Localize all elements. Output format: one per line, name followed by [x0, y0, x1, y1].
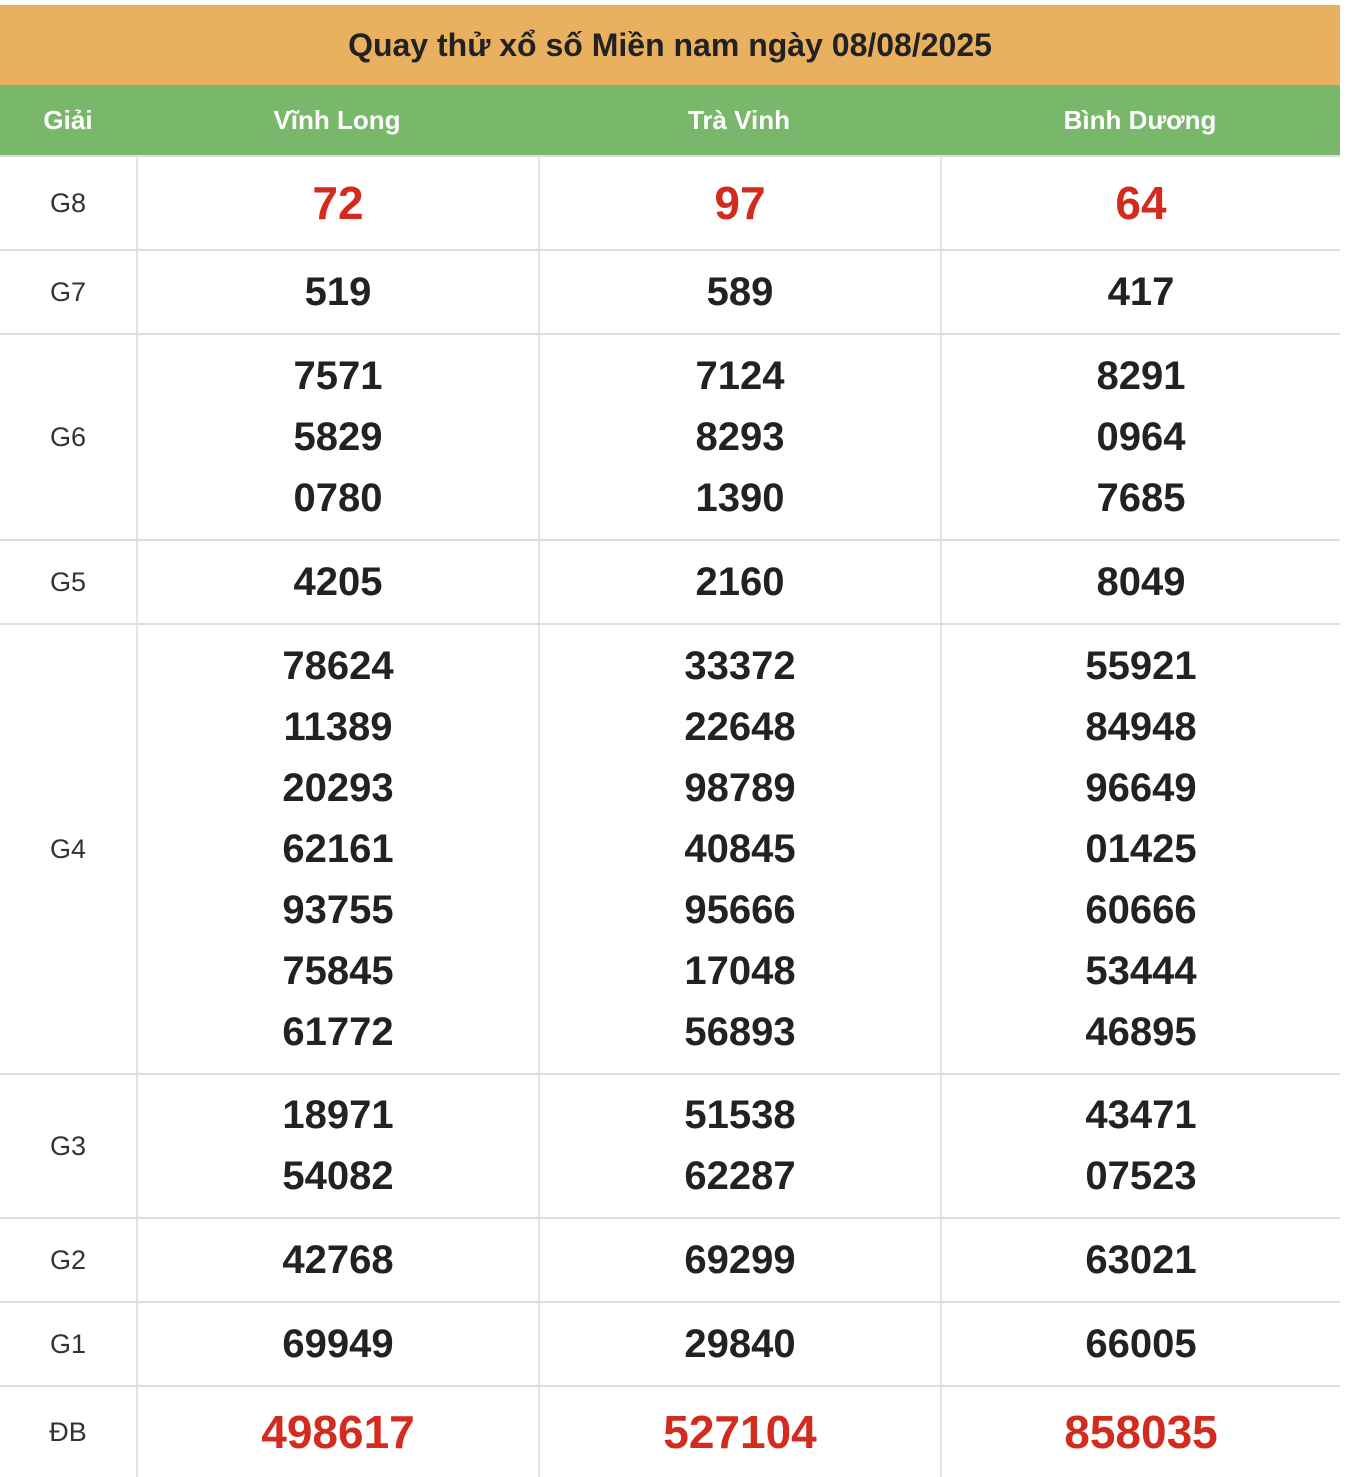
- prize-row: [0, 251, 1340, 335]
- header-province-2: Trà Vinh: [687, 104, 791, 135]
- result-number: 93755: [282, 887, 394, 932]
- result-number: 4205: [293, 559, 383, 604]
- prize-row: [0, 1303, 1340, 1387]
- result-number: 0780: [293, 475, 383, 520]
- prize-row: [0, 541, 1340, 625]
- result-cell: [538, 1075, 940, 1217]
- prize-label-cell: [0, 157, 136, 249]
- prize-row: [0, 1387, 1340, 1477]
- result-number: 33372: [684, 643, 796, 688]
- result-number: 69949: [282, 1321, 394, 1366]
- result-cell: [136, 251, 538, 333]
- result-number: 46895: [1085, 1009, 1197, 1054]
- result-number: 01425: [1085, 826, 1197, 871]
- prize-label-cell: [0, 541, 136, 623]
- result-cell: [538, 335, 940, 539]
- result-number: 61772: [282, 1009, 394, 1054]
- prize-label: G3: [49, 1130, 87, 1161]
- result-cell: [940, 541, 1340, 623]
- result-number: 7571: [293, 353, 383, 398]
- result-number: 8291: [1096, 353, 1186, 398]
- result-number: 519: [304, 269, 372, 314]
- result-number: 66005: [1085, 1321, 1197, 1366]
- prize-label: G2: [49, 1244, 87, 1275]
- prize-row: [0, 1219, 1340, 1303]
- result-number: 62161: [282, 826, 394, 871]
- results-table: [0, 5, 1340, 1477]
- result-cell: [940, 1303, 1340, 1385]
- result-number: 11389: [283, 704, 393, 749]
- result-number: 17048: [684, 948, 796, 993]
- result-cell: [136, 1387, 538, 1477]
- result-number: 95666: [684, 887, 796, 932]
- result-cell: [940, 1387, 1340, 1477]
- prize-row: [0, 1075, 1340, 1219]
- prize-label: ĐB: [49, 1416, 87, 1447]
- result-number: 96649: [1085, 765, 1197, 810]
- result-number: 8293: [695, 414, 785, 459]
- result-number: 60666: [1085, 887, 1197, 932]
- result-cell: [538, 1303, 940, 1385]
- result-cell: [136, 625, 538, 1073]
- result-cell: [940, 251, 1340, 333]
- result-number: 62287: [684, 1154, 796, 1198]
- result-number: 64: [1115, 176, 1167, 229]
- result-number: 22648: [684, 704, 796, 749]
- result-number: 527104: [663, 1405, 817, 1458]
- result-number: 63021: [1085, 1237, 1197, 1282]
- result-number: 1390: [695, 475, 785, 520]
- prize-label: G6: [49, 421, 87, 452]
- result-number: 7685: [1096, 475, 1186, 520]
- header-province-3: Bình Dương: [1063, 104, 1217, 135]
- result-cell: [538, 625, 940, 1073]
- header-row: [0, 85, 1340, 157]
- result-cell: [538, 1219, 940, 1301]
- result-number: 0964: [1096, 414, 1186, 459]
- prize-row: [0, 157, 1340, 251]
- result-number: 43471: [1085, 1093, 1197, 1137]
- result-number: 72: [312, 176, 364, 229]
- result-cell: [136, 541, 538, 623]
- result-number: 2160: [695, 559, 785, 604]
- result-number: 498617: [261, 1405, 415, 1458]
- result-number: 51538: [684, 1093, 796, 1137]
- table-title: Quay thử xổ số Miền nam ngày 08/08/2025: [0, 5, 1340, 85]
- prize-label-cell: [0, 335, 136, 539]
- result-number: 97: [714, 176, 766, 229]
- result-number: 29840: [684, 1321, 796, 1366]
- result-number: 07523: [1085, 1154, 1197, 1198]
- result-number: 20293: [282, 765, 394, 810]
- result-number: 8049: [1096, 559, 1186, 604]
- result-number: 7124: [695, 353, 785, 398]
- prize-label-cell: [0, 1387, 136, 1477]
- prize-label: G1: [49, 1328, 87, 1359]
- result-cell: [940, 1219, 1340, 1301]
- prize-label: G7: [49, 276, 87, 307]
- result-number: 78624: [282, 643, 394, 688]
- result-cell: [940, 1075, 1340, 1217]
- prize-row: [0, 625, 1340, 1075]
- result-number: 18971: [282, 1093, 394, 1137]
- result-cell: [538, 251, 940, 333]
- prize-label-cell: [0, 625, 136, 1073]
- result-number: 53444: [1085, 948, 1197, 993]
- header-province-1: Vĩnh Long: [273, 104, 401, 135]
- table-body: [0, 157, 1340, 1477]
- result-number: 98789: [684, 765, 796, 810]
- result-number: 75845: [282, 948, 394, 993]
- result-cell: [136, 1219, 538, 1301]
- result-number: 589: [706, 269, 774, 314]
- result-number: 69299: [684, 1237, 796, 1282]
- prize-label-cell: [0, 1075, 136, 1217]
- prize-label-cell: [0, 1219, 136, 1301]
- result-number: 417: [1107, 269, 1175, 314]
- result-number: 54082: [282, 1154, 394, 1198]
- prize-label: G4: [49, 833, 87, 864]
- prize-label: G5: [49, 566, 87, 597]
- result-cell: [136, 157, 538, 249]
- result-cell: [940, 157, 1340, 249]
- result-cell: [136, 335, 538, 539]
- result-cell: [136, 1303, 538, 1385]
- prize-row: [0, 335, 1340, 541]
- result-cell: [940, 335, 1340, 539]
- result-cell: [538, 541, 940, 623]
- result-cell: [940, 625, 1340, 1073]
- result-number: 5829: [293, 414, 383, 459]
- result-number: 55921: [1085, 643, 1197, 688]
- header-prize: Giải: [43, 104, 93, 135]
- prize-label-cell: [0, 251, 136, 333]
- result-cell: [538, 157, 940, 249]
- prize-label: G8: [49, 187, 87, 218]
- result-number: 40845: [684, 826, 796, 871]
- result-number: 84948: [1085, 704, 1197, 749]
- prize-label-cell: [0, 1303, 136, 1385]
- result-cell: [538, 1387, 940, 1477]
- result-cell: [136, 1075, 538, 1217]
- result-number: 858035: [1064, 1405, 1218, 1458]
- result-number: 56893: [684, 1009, 796, 1054]
- result-number: 42768: [282, 1237, 394, 1282]
